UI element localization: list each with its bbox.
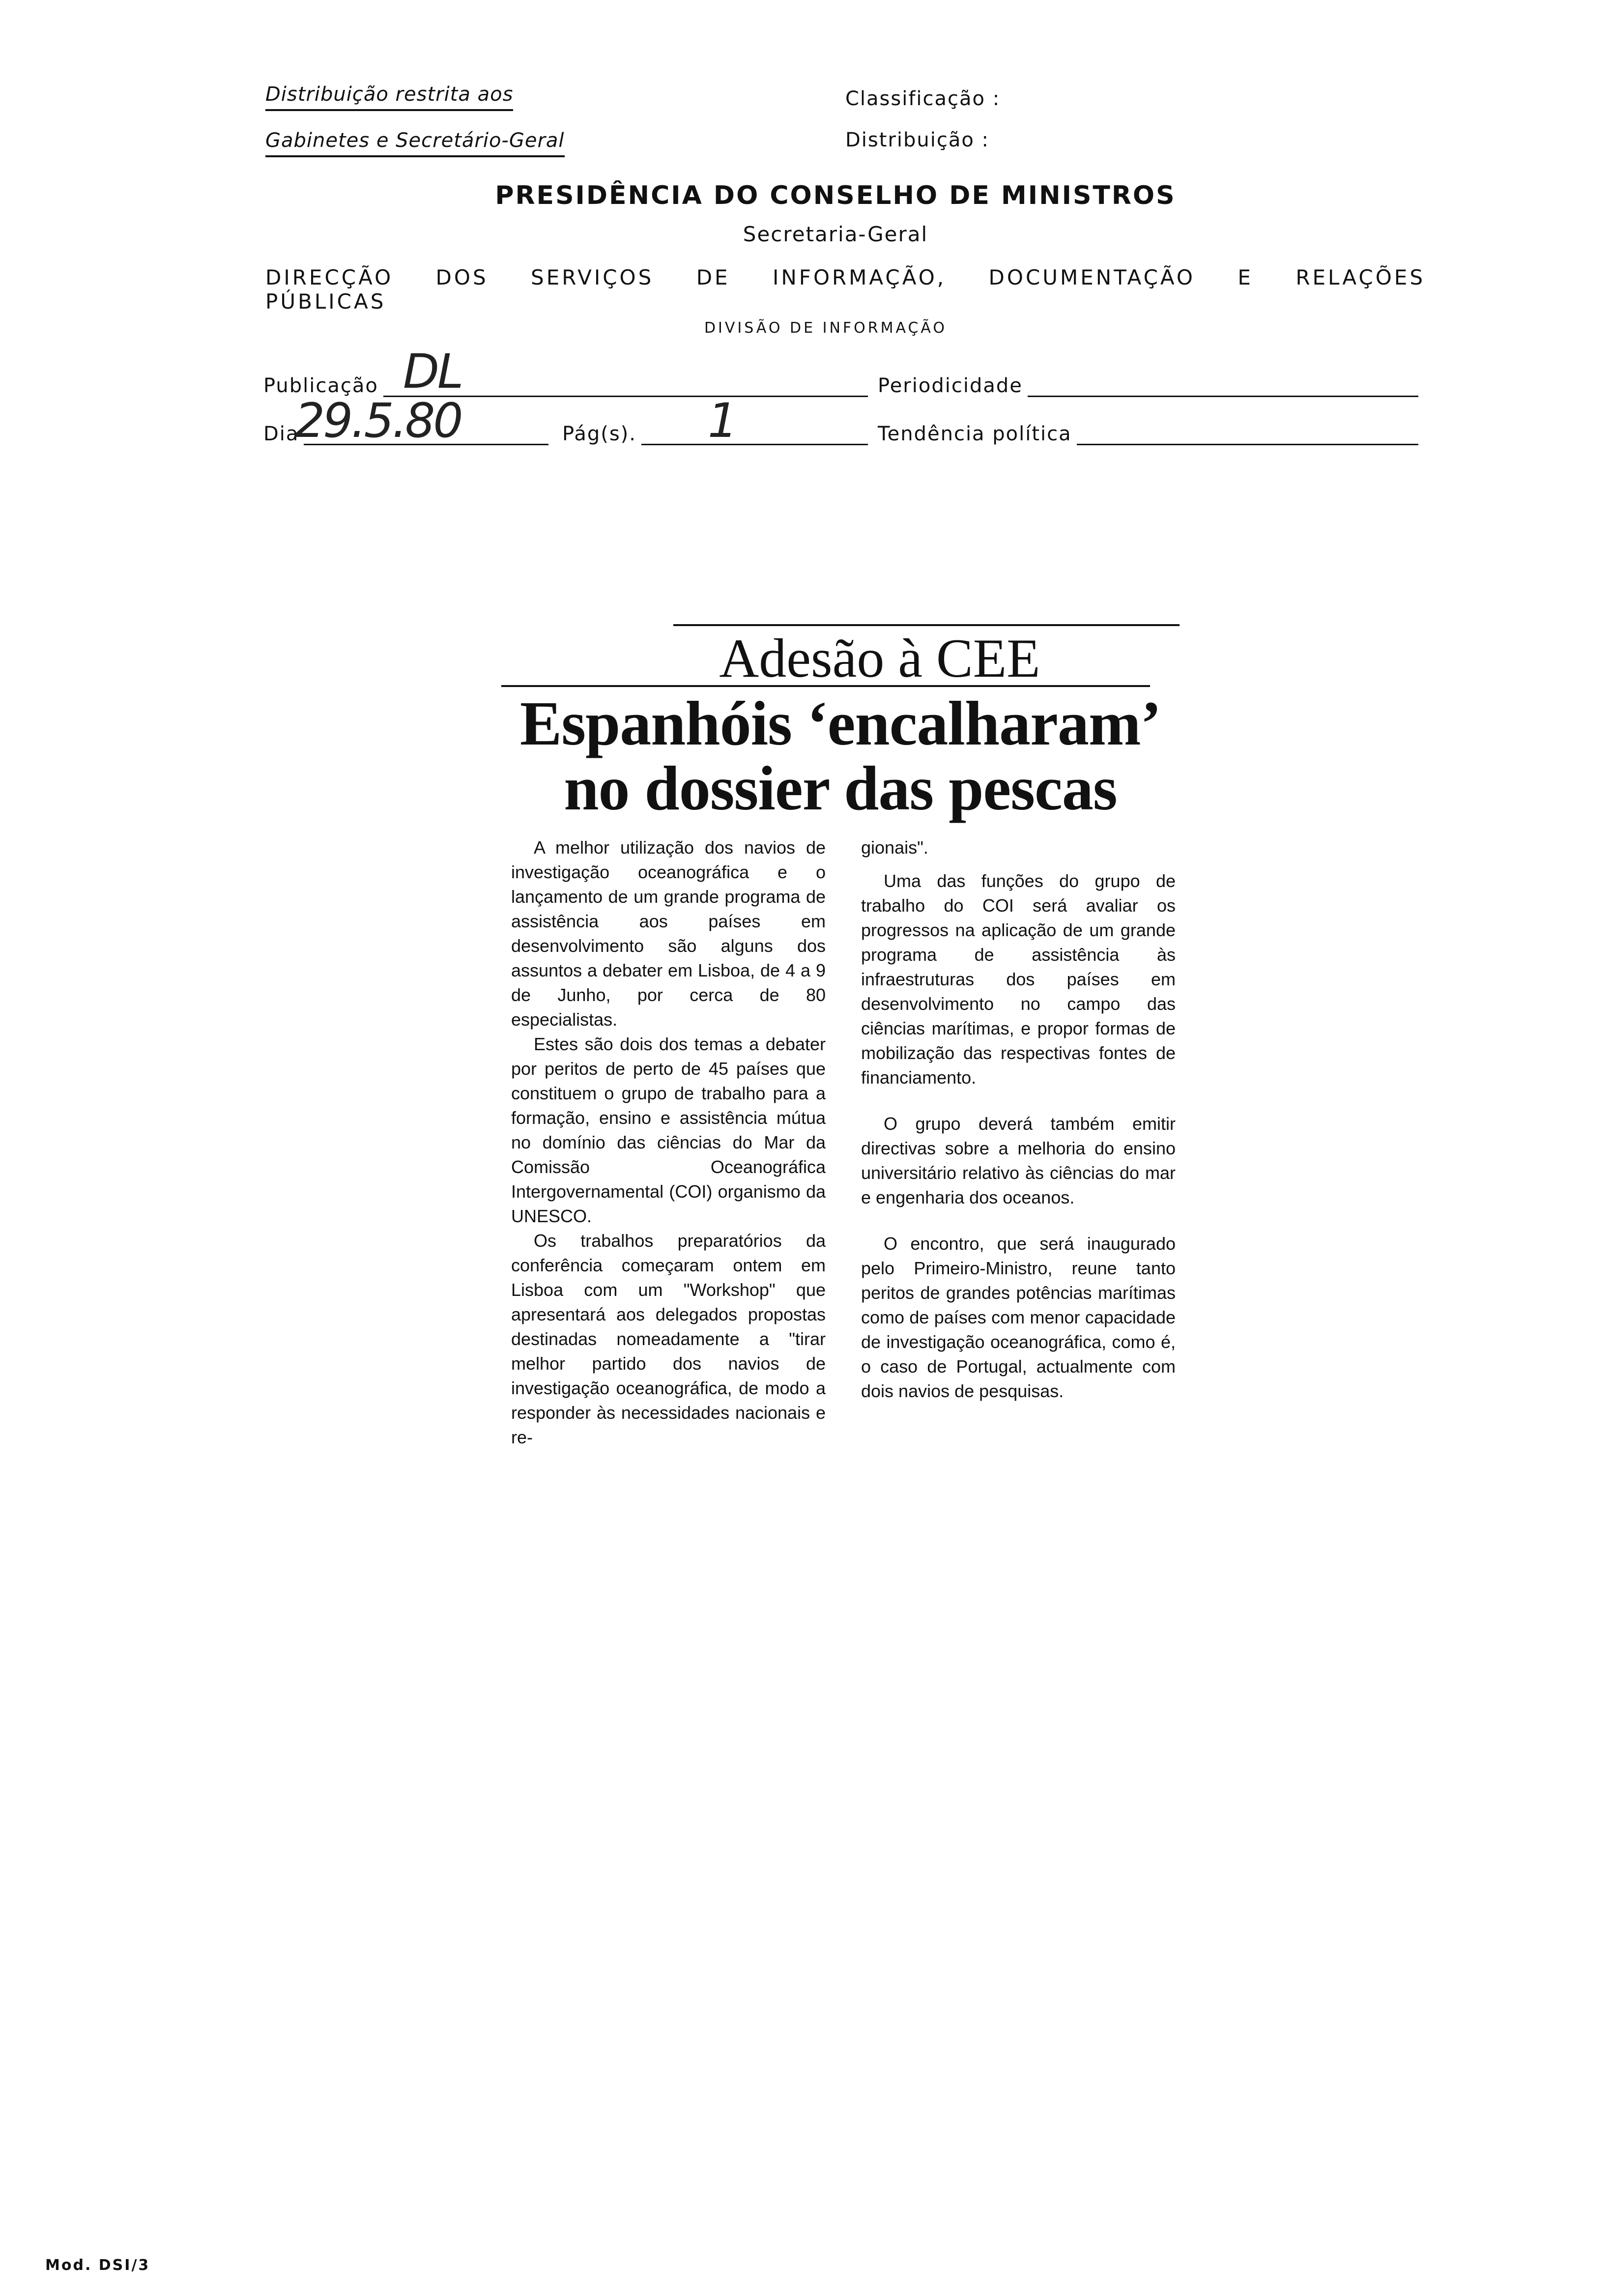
article-column-1: [511, 835, 826, 1450]
form-code: Mod. DSI/3: [45, 2257, 150, 2274]
headline-line-1: Espanhóis ‘encalharam’: [519, 689, 1161, 758]
tendencia-label: Tendência política: [878, 423, 1072, 445]
periodicidade-field: [878, 374, 1418, 397]
publicacao-label: Publicação: [263, 374, 378, 397]
dia-handwritten: 29.5.80: [295, 393, 461, 448]
col1-paragraph: Os trabalhos preparatórios da conferência começaram ontem em Lisboa com um "Workshop" que apresentará aos delegados propostas destinadas nomeadamente a "tirar melhor partido dos navios de investigação oceanográfica, de modo a responder às necessidades nacionais e re-: [511, 1231, 826, 1447]
pags-handwritten: 1: [708, 393, 736, 448]
col2-paragraph: gionais".: [861, 837, 928, 858]
news-clipping: [501, 624, 1180, 821]
col2-paragraph: O encontro, que será inaugurado pelo Primeiro-Ministro, reune tanto peritos de grandes potências marítimas como de países com menor capacidade de investigação oceanográfica, como é, o caso de Portugal, actualmente com dois navios de pesquisas.: [861, 1234, 1176, 1401]
restriction-notice: [265, 83, 565, 157]
publicacao-handwritten: DL: [403, 344, 462, 399]
col1-paragraph: A melhor utilização dos navios de investigação oceanográfica e o lançamento de um grande programa de assistência aos países em desenvolvimento são alguns dos assuntos a debater em Lisboa, de 4 a 9 de Junho, por cerca de 80 especialistas.: [511, 837, 826, 1030]
col2-paragraph: O grupo deverá também emitir directivas sobre a melhoria do ensino universitário relativo às ciências do mar e engenharia dos oceanos.: [861, 1114, 1176, 1207]
headline-line-2: no dossier das pescas: [564, 753, 1117, 823]
article-column-2: [861, 835, 1176, 1404]
dia-label: Dia: [263, 423, 299, 445]
article-kicker: Adesão à CEE: [719, 628, 1040, 689]
pags-label: Pág(s).: [562, 423, 636, 445]
restriction-line-2: Gabinetes e Secretário-Geral: [265, 129, 565, 157]
col2-paragraph: Uma das funções do grupo de trabalho do COI será avaliar os progressos na aplicação de um grande programa de assistência às infraestruturas dos países em desenvolvimento no campo das ciências marítimas, e propor formas de mobilização das respectivas fontes de financiamento.: [861, 871, 1176, 1088]
division-line: DIVISÃO DE INFORMAÇÃO: [704, 319, 948, 337]
col1-paragraph: Estes são dois dos temas a debater por peritos de perto de 45 países que constituem o grupo de trabalho para a formação, ensino e assistência mútua no domínio das ciências do Mar da Comissão Oceanográfica Intergovernamental (COI) organismo da UNESCO.: [511, 1034, 826, 1226]
distribuicao-label: Distribuição :: [845, 129, 990, 151]
restriction-line-1: Distribuição restrita aos: [265, 83, 513, 111]
classificacao-label: Classificação :: [845, 87, 1001, 110]
org-subtitle: Secretaria-Geral: [743, 222, 928, 246]
kicker-rule: [673, 624, 1180, 626]
periodicidade-label: Periodicidade: [878, 374, 1023, 397]
org-title: PRESIDÊNCIA DO CONSELHO DE MINISTROS: [495, 181, 1176, 210]
tendencia-field: [878, 423, 1418, 445]
directorate-line: DIRECÇÃO DOS SERVIÇOS DE INFORMAÇÃO, DOCUMENTAÇÃO E RELAÇÕES PÚBLICAS: [265, 265, 1425, 314]
